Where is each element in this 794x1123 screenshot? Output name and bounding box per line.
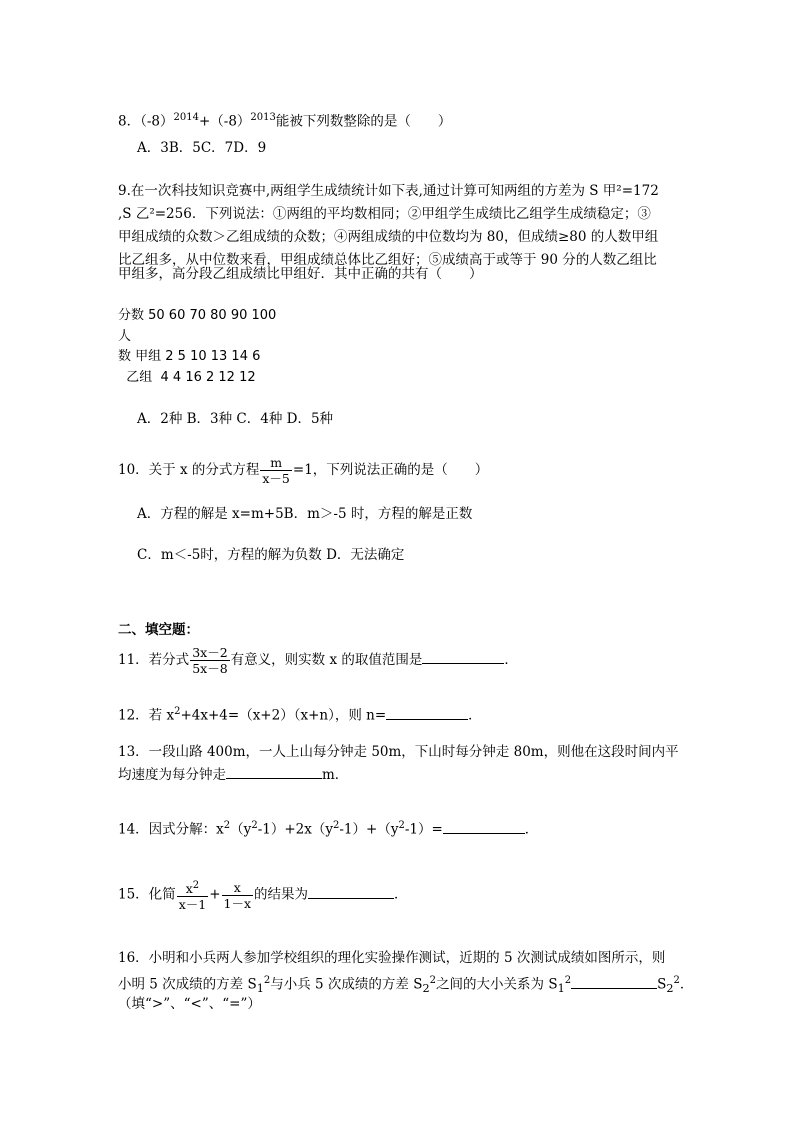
q16-sub1a: 1 [256, 982, 264, 996]
q8-prefix: 8．（-8） [118, 113, 174, 130]
q10-num: m [270, 455, 283, 470]
q15-end: ． [394, 886, 408, 903]
q16-l2d: S [657, 976, 667, 993]
q13-line2 [118, 764, 348, 785]
q14-e1: 2 [223, 820, 231, 831]
q16-sub2b: 2 [666, 982, 674, 996]
q10-options1: A．方程的解是 x=m+5B．m＞-5 时，方程的解是正数 [137, 506, 473, 522]
q15-stem [118, 878, 408, 912]
q9-table-row3: 数 甲组 2 5 10 13 14 6 [118, 349, 261, 364]
q16-l2c: 之间的大小关系为 S [436, 976, 558, 993]
q9-table-row4: 乙组 4 4 16 2 12 12 [118, 370, 256, 385]
q11-end: ． [504, 652, 518, 668]
q12-end: ． [468, 707, 482, 724]
q9-line3: 甲组成绩的众数＞乙组成绩的众数；④两组成绩的中位数均为 80，但成绩≥80 的人数甲组 [118, 229, 659, 245]
q16-sq-a: 2 [263, 975, 271, 986]
q16-answer-blank[interactable] [571, 974, 657, 989]
q14-p4: -1）+（y [339, 821, 399, 838]
q16-sq-d: 2 [673, 975, 680, 986]
q15-fraction1 [177, 878, 209, 912]
q9-line5: 甲组多，高分段乙组成绩比甲组好．其中正确的共有（ ） [118, 266, 483, 282]
q9-table-row1: 分数 50 60 70 80 90 100 [118, 308, 277, 323]
q14-prefix: 14．因式分解：x [118, 821, 224, 838]
q8-mid: +（-8） [198, 113, 251, 130]
q14-stem [118, 816, 538, 840]
q16-l2e: ． [679, 976, 694, 993]
q10-fraction [260, 455, 292, 486]
q10-den: x－5 [262, 471, 290, 486]
q14-p3: -1）+2x（y [257, 821, 333, 838]
q11-prefix: 11．若分式 [118, 652, 190, 668]
q9-table-row2: 人 [118, 329, 132, 344]
q12-prefix: 12．若 x [118, 707, 175, 724]
q11-suffix: 有意义，则实数 x 的取值范围是 [230, 652, 423, 668]
q13-line2-prefix: 均速度为每分钟走 [118, 767, 226, 783]
q8-suffix: 能被下列数整除的是（ ） [275, 113, 452, 130]
q12-exp: 2 [174, 706, 181, 717]
q12-answer-blank[interactable] [386, 705, 468, 720]
q8-stem [118, 108, 451, 132]
q9-options: A．2种 B．3种 C．4种 D．5种 [137, 411, 334, 427]
q16-line3: （填“>”、“<”、“=”） [118, 996, 261, 1012]
q16-sq-b: 2 [429, 975, 437, 986]
q12-stem [118, 702, 482, 726]
q9-line4: 比乙组多，从中位数来看，甲组成绩总体比乙组好；⑤成绩高于或等于 90 分的人数乙组比 [118, 252, 657, 268]
q15-num1-base: x [185, 881, 193, 897]
q13-answer-blank[interactable] [226, 764, 322, 779]
q14-p2: （y [230, 821, 252, 838]
q16-sq-c: 2 [564, 975, 572, 986]
q15-den1: x－1 [178, 897, 207, 913]
q11-fraction [190, 645, 229, 676]
q11-answer-blank[interactable] [422, 649, 504, 664]
q9-line2: ,S 乙²=256．下列说法：①两组的平均数相同；②甲组学生成绩比乙组学生成绩稳定；③ [118, 206, 651, 222]
section-title: 二、填空题： [118, 622, 199, 638]
q8-options: A．3B．5C．7D．9 [137, 140, 267, 156]
q11-den: 5x－8 [192, 661, 228, 676]
q10-options2: C．m＜-5时，方程的解为负数 D．无法确定 [137, 547, 405, 563]
q9-line1: 9.在一次科技知识竞赛中,两组学生成绩统计如下表,通过计算可知两组的方差为 S 甲²=172 [118, 183, 659, 199]
q16-sub1b: 1 [557, 982, 565, 996]
q15-fraction2 [222, 880, 254, 911]
q14-p5: -1）= [404, 821, 443, 838]
q15-den2: 1－x [223, 895, 252, 911]
q15-num1-exp: 2 [192, 880, 200, 891]
q10-prefix: 10．关于 x 的分式方程 [118, 462, 260, 478]
q15-suffix: 的结果为 [254, 886, 309, 903]
q13-line1: 13．一段山路 400m，一人上山每分钟走 50m，下山时每分钟走 80m，则他在这段时间内平 [118, 744, 679, 760]
q11-stem [118, 645, 518, 676]
q11-num: 3x－2 [192, 645, 228, 660]
q8-exp2: 2013 [250, 112, 276, 123]
q15-answer-blank[interactable] [308, 884, 394, 899]
q16-l2a: 小明 5 次成绩的方差 S [118, 976, 257, 993]
q12-mid: +4x+4=（x+2）（x+n），则 n= [180, 707, 387, 724]
q8-exp1: 2014 [173, 112, 199, 123]
q15-num2: x [233, 879, 241, 895]
q16-line1: 16．小明和小兵两人参加学校组织的理化实验操作测试，近期的 5 次测试成绩如图所示，则 [118, 950, 666, 966]
q15-num1 [177, 878, 209, 896]
q15-plus: + [209, 886, 221, 903]
q14-e3: 2 [332, 820, 340, 831]
q16-l2b: 与小兵 5 次成绩的方差 S [270, 976, 423, 993]
q14-e4: 2 [398, 820, 405, 831]
q16-sub2a: 2 [422, 982, 430, 996]
q15-prefix: 15．化简 [118, 886, 176, 903]
q14-end: ． [524, 821, 539, 838]
q14-e2: 2 [251, 820, 258, 831]
q10-stem [118, 455, 488, 486]
q14-answer-blank[interactable] [443, 819, 525, 834]
q13-line2-end: m． [322, 767, 349, 783]
q10-suffix: =1，下列说法正确的是（ ） [292, 462, 489, 478]
